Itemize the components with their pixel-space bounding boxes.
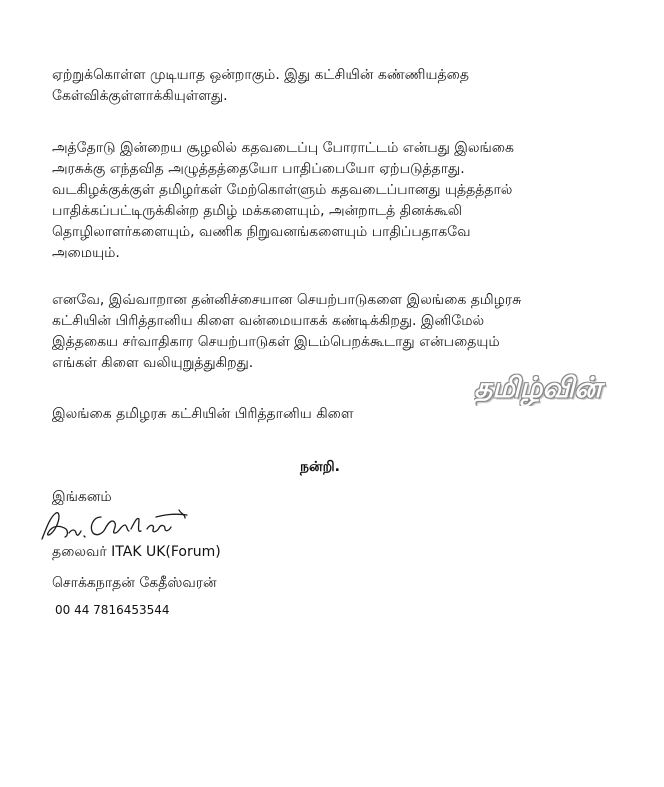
paragraph-line: அத்தோடு இன்றைய சூழலில் கதவடைப்பு போராட்டம் என்பது இலங்கை: [52, 140, 514, 156]
regards-text: இங்கனம்: [52, 489, 112, 505]
paragraph-line: பாதிக்கப்பட்டிருக்கின்ற தமிழ் மக்களையும், அன்றாடத் தினக்கூலி: [52, 203, 463, 219]
paragraph-1: [52, 65, 632, 107]
paragraph-line: ஏற்றுக்கொள்ள முடியாத ஒன்றாகும். இது கட்சியின் கண்ணியத்தை: [52, 67, 469, 83]
paragraph-line: வடகிழக்குக்குள் தமிழர்கள் மேற்கொள்ளும் கதவடைப்பானது யுத்தத்தால்: [52, 182, 513, 198]
paragraph-line: தொழிலாளர்களையும், வணிக நிறுவனங்களையும் பாதிப்பதாகவே: [52, 224, 471, 240]
tamilwin-watermark-logo: தமிழ்வின்: [474, 371, 602, 404]
paragraph-line: இத்தகைய சர்வாதிகார செயற்பாடுகள் இடம்பெறக்கூடாது என்பதையும்: [52, 334, 500, 350]
paragraph-2: [52, 138, 632, 264]
paragraph-line: அரசுக்கு எந்தவித அழுத்தத்தையோ பாதிப்பையோ ஏற்படுத்தாது.: [52, 161, 465, 177]
paragraph-3: [52, 290, 632, 374]
signatory-title: தலைவர் ITAK UK(Forum): [52, 544, 221, 560]
thanks-text: நன்றி.: [300, 459, 340, 475]
paragraph-line: எனவே, இவ்வாறான தன்னிச்சையான செயற்பாடுகளை இலங்கை தமிழரசு: [52, 292, 522, 308]
paragraph-line: கட்சியின் பிரித்தானிய கிளை வன்மையாகக் கண்டிக்கிறது. இனிமேல்: [52, 313, 485, 329]
signatory-phone: 00 44 7816453544: [55, 603, 170, 617]
paragraph-line: கேள்விக்குள்ளாக்கியுள்ளது.: [52, 88, 228, 104]
paragraph-line: அமையும்.: [52, 245, 120, 261]
paragraph-line: எங்கள் கிளை வலியுறுத்துகிறது.: [52, 355, 254, 371]
closing-line: இலங்கை தமிழரசு கட்சியின் பிரித்தானிய கிளை: [52, 406, 354, 422]
signatory-name: சொக்கநாதன் கேதீஸ்வரன்: [52, 575, 217, 591]
